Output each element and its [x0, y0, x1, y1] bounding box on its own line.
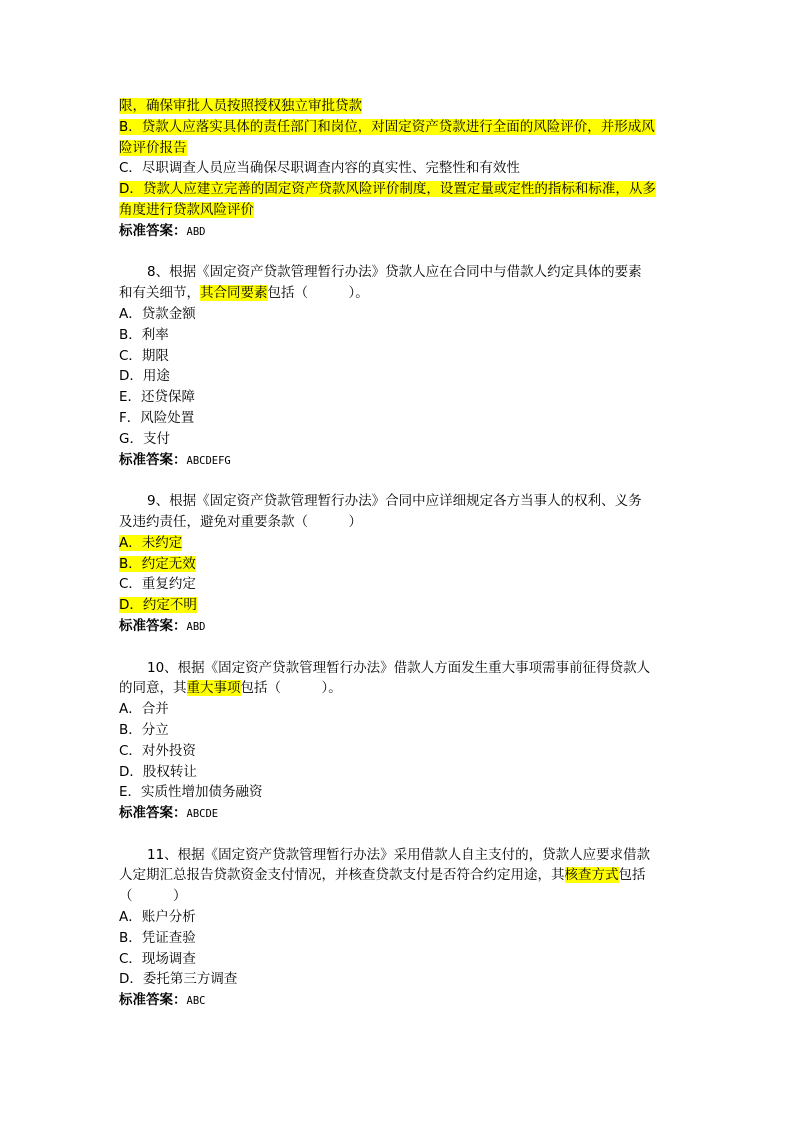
- option-text: C．尽职调查人员应当确保尽职调查内容的真实性、完整性和有效性: [119, 160, 520, 177]
- option-text: 限，确保审批人员按照授权独立审批贷款: [119, 98, 362, 114]
- option-text: A．未约定: [119, 534, 183, 551]
- option-text: A．账户分析: [119, 909, 196, 926]
- option-text: E．实质性增加债务融资: [119, 784, 263, 801]
- answer-line: [119, 803, 679, 824]
- blank-line: [119, 470, 679, 491]
- option-text: G．支付: [119, 430, 170, 447]
- option-text: B．凭证查验: [119, 929, 196, 946]
- option-item: [119, 782, 679, 803]
- option-item: [119, 346, 679, 367]
- answer-label: 标准答案：: [119, 451, 187, 468]
- option-text: D．约定不明: [119, 597, 197, 614]
- question-text-line: [119, 886, 679, 907]
- option-text: C．期限: [119, 347, 169, 364]
- continuation-line: [119, 179, 679, 200]
- answer-value: ABD: [186, 225, 206, 238]
- option-text: C．重复约定: [119, 576, 196, 593]
- answer-value: ABD: [186, 620, 206, 633]
- option-item: [119, 574, 679, 595]
- option-text: E．还贷保障: [119, 389, 196, 406]
- blank-line: [119, 824, 679, 845]
- option-text: B．分立: [119, 721, 169, 738]
- answer-label: 标准答案：: [119, 617, 187, 634]
- blank-line: [119, 242, 679, 263]
- continuation-line: [119, 200, 679, 221]
- question-text: 和有关细节，: [119, 285, 200, 302]
- option-item: [119, 554, 679, 575]
- option-item: [119, 907, 679, 928]
- option-item: [119, 408, 679, 429]
- option-item: [119, 304, 679, 325]
- option-item: [119, 699, 679, 720]
- option-item: [119, 325, 679, 346]
- question-text: 的同意，其: [119, 680, 187, 697]
- option-text: A．贷款金额: [119, 305, 196, 322]
- question-text: 包括: [618, 867, 646, 884]
- option-text: D．贷款人应建立完善的固定资产贷款风险评价制度，设置定量或定性的指标和标准，从多: [119, 181, 656, 198]
- option-text: B．贷款人应落实具体的责任部门和岗位，对固定资产贷款进行全面的风险评价，并形成风: [119, 118, 655, 135]
- answer-label: 标准答案：: [119, 222, 187, 239]
- question-text-line: [119, 658, 679, 679]
- option-text: A．合并: [119, 701, 169, 718]
- answer-value: ABCDE: [186, 808, 219, 821]
- question-text-line: [119, 678, 679, 699]
- question-text-line: [119, 262, 679, 283]
- option-text: D．委托第三方调查: [119, 971, 238, 988]
- continuation-line: [119, 138, 679, 159]
- option-text: C．对外投资: [119, 742, 196, 759]
- option-text: 险评价报告: [119, 139, 187, 156]
- answer-line: [119, 990, 679, 1011]
- question-text-line: [119, 845, 679, 866]
- highlighted-keyword: 重大事项: [186, 680, 241, 697]
- highlighted-keyword: 核查方式: [564, 867, 619, 884]
- question-text: 包括（ ）。: [267, 285, 369, 302]
- highlighted-keyword: 其合同要素: [200, 285, 268, 302]
- question-text: 及违约责任，避免对重要条款（ ）: [119, 513, 362, 530]
- continuation-line: [119, 117, 679, 138]
- question-text-line: [119, 283, 679, 304]
- option-item: [119, 429, 679, 450]
- option-item: [119, 595, 679, 616]
- question-text: 9、根据《固定资产贷款管理暂行办法》合同中应详细规定各方当事人的权利、义务: [147, 493, 642, 510]
- question-text: 11、根据《固定资产贷款管理暂行办法》采用借款人自主支付的，贷款人应要求借款: [147, 846, 651, 863]
- question-text-line: [119, 512, 679, 533]
- option-item: [119, 387, 679, 408]
- continuation-line: [119, 158, 679, 179]
- answer-line: [119, 221, 679, 242]
- option-item: [119, 949, 679, 970]
- answer-line: [119, 616, 679, 637]
- answer-label: 标准答案：: [119, 805, 187, 822]
- option-text: B．约定无效: [119, 555, 196, 572]
- question-text: 10、根据《固定资产贷款管理暂行办法》借款人方面发生重大事项需事前征得贷款人: [147, 659, 651, 676]
- answer-value: ABCDEFG: [186, 454, 231, 467]
- continuation-line: [119, 96, 679, 117]
- option-text: B．利率: [119, 326, 169, 343]
- question-text: 包括（ ）。: [240, 680, 342, 697]
- question-text: （ ）: [119, 888, 187, 905]
- option-text: 角度进行贷款风险评价: [119, 201, 254, 218]
- answer-line: [119, 450, 679, 471]
- document-page: [119, 96, 679, 1011]
- option-item: [119, 720, 679, 741]
- question-text: 8、根据《固定资产贷款管理暂行办法》贷款人应在合同中与借款人约定具体的要素: [147, 264, 642, 281]
- question-text-line: [119, 865, 679, 886]
- answer-value: ABC: [186, 995, 206, 1008]
- option-item: [119, 533, 679, 554]
- answer-label: 标准答案：: [119, 992, 187, 1009]
- option-item: [119, 762, 679, 783]
- option-text: D．用途: [119, 368, 170, 385]
- option-text: F．风险处置: [119, 409, 195, 426]
- question-text: 人定期汇总报告贷款资金支付情况，并核查贷款支付是否符合约定用途，其: [119, 867, 565, 884]
- blank-line: [119, 637, 679, 658]
- option-text: C．现场调查: [119, 950, 196, 967]
- option-item: [119, 366, 679, 387]
- option-item: [119, 969, 679, 990]
- question-text-line: [119, 491, 679, 512]
- option-item: [119, 928, 679, 949]
- option-item: [119, 741, 679, 762]
- option-text: D．股权转让: [119, 763, 197, 780]
